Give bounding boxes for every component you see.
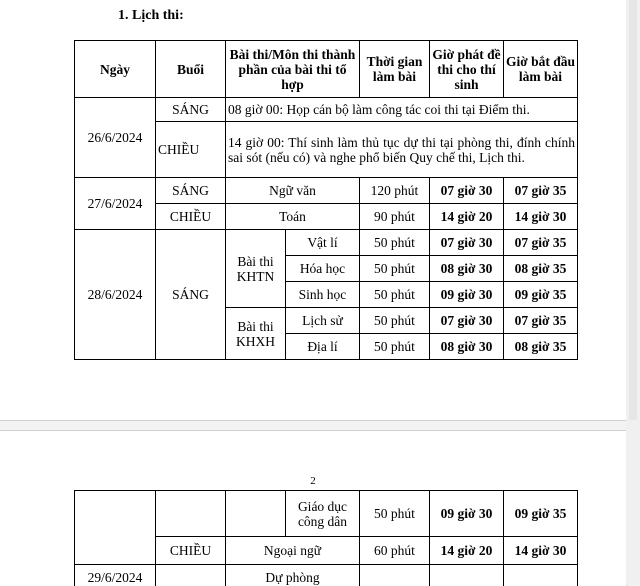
table-row: [75, 491, 578, 537]
duration-cell: 120 phút: [360, 178, 430, 204]
date-cell: 29/6/2024: [75, 565, 156, 586]
session-cell: CHIỀU: [156, 537, 226, 565]
session-cell: [156, 565, 226, 586]
header-start-time: Giờ bắt đầu làm bài: [504, 41, 578, 98]
table-header-row: [75, 41, 578, 98]
exam-group-khxh: Bài thi KHXH: [226, 308, 286, 360]
date-cell: 27/6/2024: [75, 178, 156, 230]
page-number: 2: [0, 475, 626, 487]
header-duration: Thời gian làm bài: [360, 41, 430, 98]
header-distribute-time: Giờ phát đề thi cho thí sinh: [430, 41, 504, 98]
distribute-time-cell: 08 giờ 30: [430, 334, 504, 360]
exam-group-cell: [226, 491, 286, 537]
header-subject: Bài thi/Môn thi thành phần của bài thi tổ hợp: [226, 41, 360, 98]
session-cell: SÁNG: [156, 178, 226, 204]
distribute-time-cell: 07 giờ 30: [430, 308, 504, 334]
distribute-time-cell: 09 giờ 30: [430, 282, 504, 308]
section-heading: 1. Lịch thi:: [118, 8, 184, 24]
start-time-cell: 07 giờ 35: [504, 230, 578, 256]
scrollbar-thumb[interactable]: [629, 0, 637, 420]
distribute-time-cell: 14 giờ 20: [430, 537, 504, 565]
subject-cell: Vật lí: [286, 230, 360, 256]
document-page-2: [0, 430, 627, 586]
duration-cell: 50 phút: [360, 491, 430, 537]
session-cell: CHIỀU: [156, 204, 226, 230]
distribute-time-cell: 07 giờ 30: [430, 230, 504, 256]
note-cell: 08 giờ 00: Họp cán bộ làm công tác coi thi tại Điểm thi.: [226, 98, 578, 122]
session-cell: SÁNG: [156, 230, 226, 360]
subject-cell: Giáo dục công dân: [286, 491, 360, 537]
distribute-time-cell: 08 giờ 30: [430, 256, 504, 282]
duration-cell: [360, 565, 430, 586]
distribute-time-cell: [430, 565, 504, 586]
subject-cell: Hóa học: [286, 256, 360, 282]
start-time-cell: 07 giờ 35: [504, 178, 578, 204]
subject-cell: Ngữ văn: [226, 178, 360, 204]
duration-cell: 50 phút: [360, 334, 430, 360]
exam-schedule-table: [74, 40, 578, 360]
vertical-scrollbar[interactable]: [626, 0, 640, 585]
subject-cell: Địa lí: [286, 334, 360, 360]
table-row: [75, 230, 578, 256]
table-row: [75, 565, 578, 586]
start-time-cell: [504, 565, 578, 586]
distribute-time-cell: 14 giờ 20: [430, 204, 504, 230]
start-time-cell: 08 giờ 35: [504, 334, 578, 360]
exam-schedule-table-continued: [74, 490, 578, 586]
header-date: Ngày: [75, 41, 156, 98]
session-cell: CHIỀU: [156, 122, 226, 178]
duration-cell: 50 phút: [360, 282, 430, 308]
start-time-cell: 14 giờ 30: [504, 204, 578, 230]
duration-cell: 50 phút: [360, 308, 430, 334]
subject-cell: Dự phòng: [226, 565, 360, 586]
start-time-cell: 09 giờ 35: [504, 491, 578, 537]
exam-group-khtn: Bài thi KHTN: [226, 230, 286, 308]
date-cell: [75, 491, 156, 565]
subject-cell: Ngoại ngữ: [226, 537, 360, 565]
date-cell: 28/6/2024: [75, 230, 156, 360]
start-time-cell: 09 giờ 35: [504, 282, 578, 308]
duration-cell: 60 phút: [360, 537, 430, 565]
subject-cell: Sinh học: [286, 282, 360, 308]
duration-cell: 50 phút: [360, 256, 430, 282]
header-session: Buổi: [156, 41, 226, 98]
distribute-time-cell: 07 giờ 30: [430, 178, 504, 204]
subject-cell: Lịch sử: [286, 308, 360, 334]
start-time-cell: 14 giờ 30: [504, 537, 578, 565]
subject-cell: Toán: [226, 204, 360, 230]
table-row: [75, 98, 578, 122]
distribute-time-cell: 09 giờ 30: [430, 491, 504, 537]
duration-cell: 90 phút: [360, 204, 430, 230]
duration-cell: 50 phút: [360, 230, 430, 256]
table-row: [75, 178, 578, 204]
session-cell: SÁNG: [156, 98, 226, 122]
start-time-cell: 07 giờ 35: [504, 308, 578, 334]
start-time-cell: 08 giờ 35: [504, 256, 578, 282]
session-cell: [156, 491, 226, 537]
note-cell: 14 giờ 00: Thí sinh làm thủ tục dự thi tại phòng thi, đính chính sai sót (nếu có) và nghe phổ biến Quy chế thi, Lịch thi.: [226, 122, 578, 178]
date-cell: 26/6/2024: [75, 98, 156, 178]
